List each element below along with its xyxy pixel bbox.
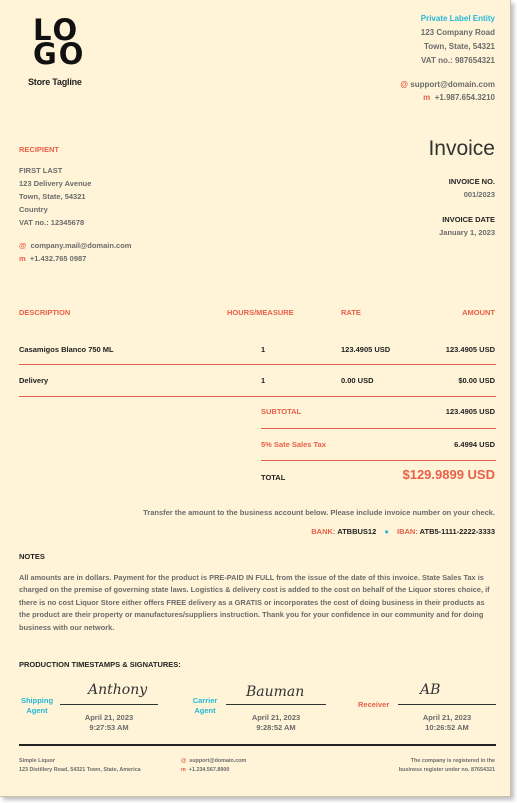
invoice-title: Invoice (428, 137, 495, 160)
footer-company-block (19, 757, 141, 775)
tax-label: 5% Sate Sales Tax (261, 440, 326, 449)
entity-address-2: Town, State, 54321 (424, 42, 495, 51)
col-header-rate: RATE (341, 308, 361, 317)
at-icon: @ (19, 241, 27, 250)
subtotal-label: SUBTOTAL (261, 407, 302, 416)
at-icon: @ (181, 758, 187, 764)
total-value: $129.9899 USD (402, 467, 495, 482)
recipient-country: Country (19, 205, 48, 214)
entity-address-1: 123 Company Road (420, 28, 495, 37)
invoice-number: 001/2023 (463, 190, 495, 199)
totals-divider (261, 428, 496, 429)
invoice-number-label: INVOICE NO. (448, 177, 495, 186)
recipient-address-2: Town, State, 54321 (19, 192, 86, 201)
recipient-email-row (19, 241, 131, 250)
logo-line-1: LO (33, 13, 80, 47)
invoice-date-label: INVOICE DATE (442, 215, 495, 224)
row2-hours: 1 (261, 376, 266, 385)
col-header-hours: HOURS/MEASURE (227, 308, 294, 317)
footer-legal-line1: The company is registered in the (410, 758, 495, 764)
footer-address: 123 Distillery Road, 54321 Town, State, America (19, 767, 141, 773)
shipping-timestamp (60, 713, 158, 733)
recipient-address-1: 123 Delivery Avenue (19, 179, 92, 188)
entity-phone-row (423, 93, 495, 102)
col-header-description: DESCRIPTION (19, 308, 71, 317)
iban-value: ATB5-1111-2222-3333 (419, 527, 495, 536)
row2-description: Delivery (19, 376, 49, 385)
bank-value: ATBBUS12 (337, 527, 377, 536)
invoice-date: January 1, 2023 (439, 228, 495, 237)
col-header-amount: AMOUNT (462, 308, 495, 317)
recipient-vat: VAT no.: 12345678 (19, 218, 85, 227)
carrier-label-line1: Carrier (192, 696, 218, 705)
entity-phone: +1.987.654.3210 (434, 93, 495, 102)
store-tagline: Store Tagline (28, 77, 82, 87)
shipping-signature: Anthony (88, 682, 148, 698)
m-icon: m (19, 254, 26, 263)
footer-email[interactable]: support@domain.com (189, 758, 247, 764)
entity-email-row (400, 80, 495, 89)
row1-rate: 123.4905 USD (341, 345, 391, 354)
receiver-date: April 21, 2023 (422, 713, 472, 722)
shipping-label-line2: Agent (26, 706, 48, 715)
receiver-signature: AB (420, 682, 441, 698)
row1-hours: 1 (261, 345, 266, 354)
carrier-agent-label (186, 696, 224, 716)
m-icon: m (181, 767, 186, 773)
m-icon: m (423, 93, 431, 102)
shipping-date: April 21, 2023 (84, 713, 134, 722)
signature-line (60, 704, 158, 705)
recipient-email[interactable]: company.mail@domain.com (30, 241, 132, 250)
footer-legal-block (399, 757, 495, 775)
carrier-signature: Bauman (246, 684, 305, 700)
signature-line (226, 704, 326, 705)
shipping-agent-label (18, 696, 56, 716)
row2-rate: 0.00 USD (341, 376, 374, 385)
recipient-phone-row (19, 254, 86, 263)
at-icon: @ (400, 80, 409, 89)
entity-name: Private Label Entity (420, 14, 495, 23)
payment-instruction: Transfer the amount to the business account below. Please include invoice number on your check. (143, 508, 495, 517)
footer-phone: +1.234.567.8900 (188, 767, 230, 773)
entity-email[interactable]: support@domain.com (410, 80, 495, 89)
row-divider (19, 396, 496, 397)
dot-icon: ● (384, 527, 389, 536)
carrier-time: 9:28:52 AM (256, 723, 296, 732)
logo-line-2: GO (33, 37, 86, 71)
bank-label: BANK: (311, 527, 336, 536)
row1-amount: 123.4905 USD (445, 345, 495, 354)
footer-email-row (181, 757, 246, 766)
bank-details (311, 527, 495, 536)
carrier-label-line2: Agent (194, 706, 216, 715)
notes-title: NOTES (19, 552, 45, 561)
receiver-label: Receiver (358, 700, 390, 709)
receiver-timestamp (398, 713, 496, 733)
notes-text: All amounts are in dollars. Payment for the product is PRE-PAID IN FULL from the issue of the date of this invoice. State Sales Tax is charged on the premise of governing state laws. Logistics & delivery cost is added to the cost on behalf of the Liquor stores choice, if there is no cost Liquor Store either offers FREE delivery as a GRATIS or incorporates the cost of doing business in their products as the product are their property or manufactures/suppliers instruction. Thank you for your confidence in our community and for doing business with our network. (19, 573, 490, 632)
footer-rule (19, 744, 496, 746)
recipient-name: FIRST LAST (19, 166, 63, 175)
footer-legal-line2: business register under no. 87654321 (398, 767, 495, 773)
iban-label: IBAN: (397, 527, 418, 536)
row2-amount: $0.00 USD (458, 376, 495, 385)
footer-phone-row (181, 766, 246, 775)
totals-divider (261, 460, 496, 461)
recipient-phone: +1.432.765 0987 (29, 254, 87, 263)
total-label: TOTAL (261, 473, 286, 482)
receiver-time: 10:26:52 AM (425, 723, 469, 732)
row-divider (19, 364, 496, 365)
tax-value: 6.4994 USD (454, 440, 495, 449)
signature-line (398, 704, 496, 705)
logo (33, 13, 86, 71)
footer-company: Simple Liquor (19, 758, 55, 764)
recipient-label: RECIPIENT (19, 145, 60, 154)
footer-contact-block (181, 757, 246, 775)
carrier-timestamp (226, 713, 326, 733)
shipping-label-line1: Shipping (20, 696, 54, 705)
signatures-title: PRODUCTION TIMESTAMPS & SIGNATURES: (19, 660, 181, 669)
carrier-date: April 21, 2023 (251, 713, 301, 722)
row1-description: Casamigos Blanco 750 ML (19, 345, 114, 354)
entity-vat: VAT no.: 987654321 (421, 56, 495, 65)
shipping-time: 9:27:53 AM (89, 723, 129, 732)
subtotal-value: 123.4905 USD (445, 407, 495, 416)
